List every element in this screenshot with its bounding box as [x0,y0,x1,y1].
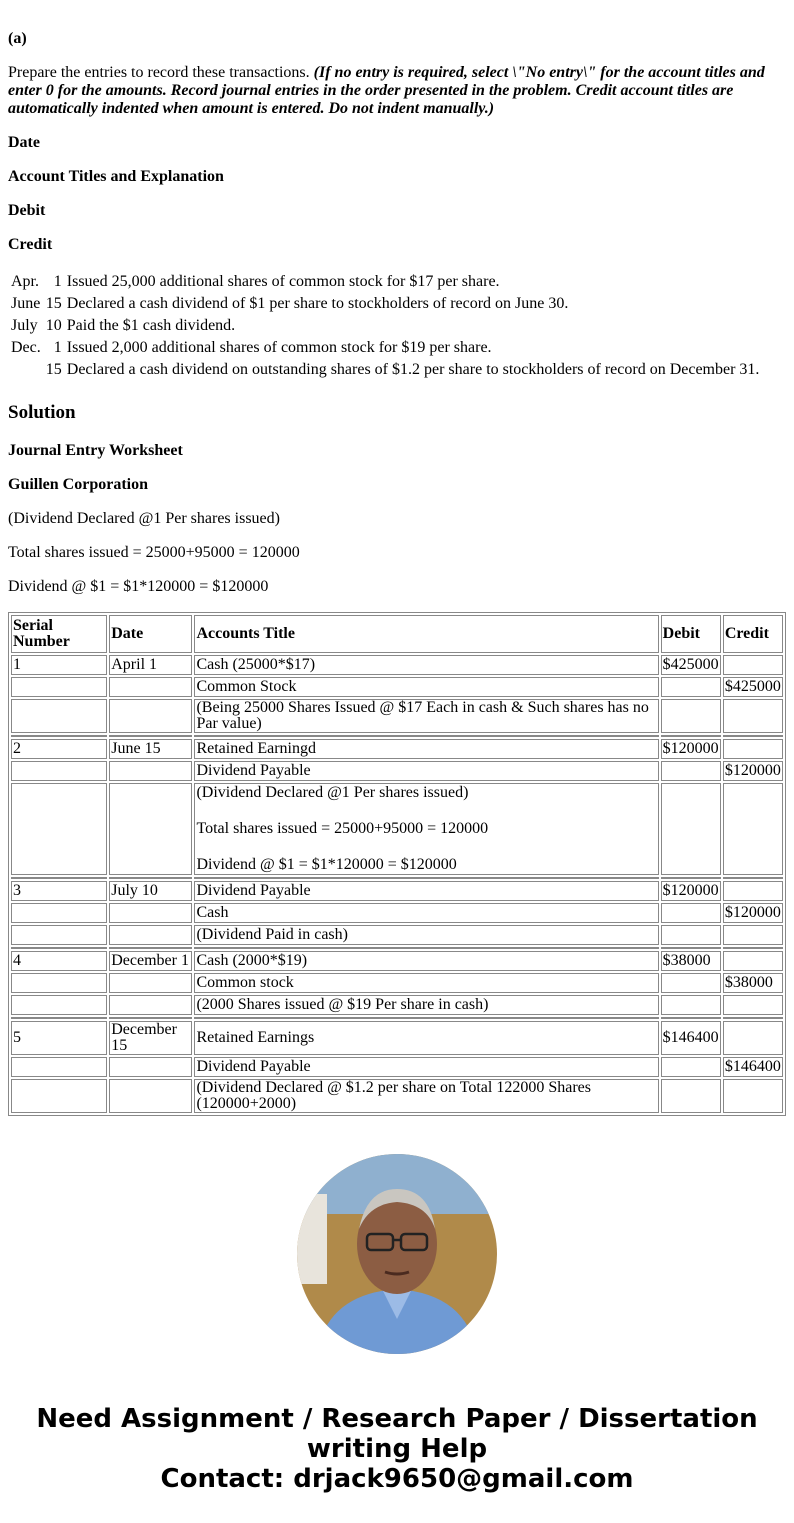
separator-cell [194,1017,658,1019]
credit-cell [723,783,783,875]
serial-cell [11,1057,107,1077]
date-cell [109,761,192,781]
serial-cell: 3 [11,881,107,901]
account-title-cell: (Dividend Declared @ $1.2 per share on Total 122000 Shares (120000+2000) [194,1079,658,1113]
column-label-date [8,134,786,152]
date-cell: April 1 [109,655,192,675]
debit-cell [661,973,721,993]
journal-row [11,1021,783,1055]
credit-cell [723,1079,783,1113]
header-credit: Credit [723,615,783,653]
instructions [8,64,786,118]
debit-cell: $425000 [661,655,721,675]
separator-cell [109,735,192,737]
credit-cell [723,881,783,901]
transaction-text: Paid the $1 cash dividend. [66,317,236,334]
separator-cell [661,1017,721,1019]
worksheet-title: Journal Entry Worksheet [8,442,183,459]
explanation-line: Total shares issued = 25000+95000 = 120000 [196,820,489,837]
separator-cell [109,1017,192,1019]
note: Dividend @ $1 = $1*120000 = $120000 [8,578,269,595]
journal-header-row [11,615,783,653]
date-cell: July 10 [109,881,192,901]
transaction-day: 15 [45,361,62,378]
company-name: Guillen Corporation [8,476,149,493]
account-title-cell: (2000 Shares issued @ $19 Per share in cash) [194,995,658,1015]
separator-cell [661,877,721,879]
credit-cell [723,655,783,675]
serial-cell: 5 [11,1021,107,1055]
account-title-cell: Dividend Payable [194,881,658,901]
journal-row [11,881,783,901]
instructions-plain: Prepare the entries to record these transactions. [8,64,314,81]
date-cell: December 15 [109,1021,192,1055]
transaction-month [10,360,43,380]
separator-cell [194,947,658,949]
transaction-row [10,316,760,336]
account-title-cell: Dividend Payable [194,1057,658,1077]
explanation-line: Dividend @ $1 = $1*120000 = $120000 [196,856,457,873]
separator-cell [723,947,783,949]
separator-cell [723,1017,783,1019]
part-label [8,30,786,48]
header-debit: Debit [661,615,721,653]
serial-cell [11,1079,107,1113]
date-cell [109,903,192,923]
transaction-month: Dec. [11,339,41,356]
transaction-row [10,338,760,358]
author-photo [297,1154,497,1354]
credit-cell [723,739,783,759]
explanation-line: (Dividend Declared @1 Per shares issued) [196,784,469,801]
date-cell [109,973,192,993]
separator-cell [11,947,107,949]
separator-cell [11,877,107,879]
serial-cell: 2 [11,739,107,759]
debit-cell [661,761,721,781]
transaction-text: Issued 25,000 additional shares of common stock for $17 per share. [66,273,500,290]
debit-cell: $120000 [661,881,721,901]
debit-cell [661,783,721,875]
separator-cell [661,735,721,737]
journal-row [11,739,783,759]
journal-row [11,655,783,675]
separator-cell [194,877,658,879]
date-cell [109,1057,192,1077]
label: Date [8,134,40,151]
account-title-cell: Cash [194,903,658,923]
transaction-day: 10 [45,317,62,334]
header-date: Date [109,615,192,653]
transaction-text: Declared a cash dividend of $1 per share to stockholders of record on June 30. [66,295,569,312]
debit-cell [661,699,721,733]
account-title-cell: Common Stock [194,677,658,697]
promo-footer [8,1404,786,1494]
credit-cell: $38000 [723,973,783,993]
date-cell [109,677,192,697]
separator-cell [723,735,783,737]
date-cell: June 15 [109,739,192,759]
portrait-image [297,1154,497,1354]
header-serial: Serial Number [11,615,107,653]
group-separator [11,947,783,949]
serial-cell [11,699,107,733]
separator-cell [194,735,658,737]
credit-cell [723,951,783,971]
credit-cell [723,1021,783,1055]
date-cell [109,995,192,1015]
journal-row [11,925,783,945]
date-cell [109,925,192,945]
serial-cell [11,995,107,1015]
journal-row [11,1057,783,1077]
header-title: Accounts Title [194,615,658,653]
separator-cell [11,1017,107,1019]
account-title-cell: Dividend Payable [194,761,658,781]
column-label-credit [8,236,786,254]
group-separator [11,877,783,879]
separator-cell [661,947,721,949]
date-cell [109,783,192,875]
column-label-debit [8,202,786,220]
account-title-cell: Retained Earningd [194,739,658,759]
solution-heading: Solution [8,402,76,423]
serial-cell: 1 [11,655,107,675]
credit-cell [723,995,783,1015]
separator-cell [109,947,192,949]
journal-table [8,612,786,1116]
transaction-day: 1 [53,339,62,356]
debit-cell: $38000 [661,951,721,971]
promo-line: Need Assignment / Research Paper / Dissertation writing Help [36,1404,758,1464]
transaction-row [10,272,760,292]
debit-cell [661,995,721,1015]
account-title-cell: (Dividend Paid in cash) [194,925,658,945]
debit-cell: $120000 [661,739,721,759]
label: Account Titles and Explanation [8,168,224,185]
account-title-cell: Retained Earnings [194,1021,658,1055]
debit-cell [661,925,721,945]
transaction-day: 15 [45,295,62,312]
serial-cell [11,677,107,697]
debit-cell [661,903,721,923]
label: Debit [8,202,46,219]
debit-cell: $146400 [661,1021,721,1055]
debit-cell [661,1057,721,1077]
journal-row [11,677,783,697]
credit-cell: $425000 [723,677,783,697]
column-label-account [8,168,786,186]
serial-cell [11,783,107,875]
serial-cell [11,925,107,945]
transaction-day: 1 [53,273,62,290]
transaction-row [10,360,760,380]
journal-row [11,995,783,1015]
debit-cell [661,1079,721,1113]
credit-cell [723,925,783,945]
transaction-row [10,294,760,314]
debit-cell [661,677,721,697]
journal-row [11,973,783,993]
account-title-cell: Common stock [194,973,658,993]
separator-cell [11,735,107,737]
credit-cell: $146400 [723,1057,783,1077]
transaction-month: Apr. [11,273,39,290]
account-title-cell [194,783,658,875]
journal-row [11,761,783,781]
part-label-text: (a) [8,30,27,47]
date-cell [109,699,192,733]
serial-cell [11,761,107,781]
date-cell [109,1079,192,1113]
credit-cell [723,699,783,733]
journal-row [11,1079,783,1113]
journal-row [11,699,783,733]
transaction-text: Issued 2,000 additional shares of common stock for $19 per share. [66,339,492,356]
instructions-emphasis: (If no entry is required, select \"No entry\" for the account titles and enter 0 for the amounts. Record journal entries in the order presented in the problem. Credit account titles are automatically indented when amount is entered. Do not indent manually.) [8,64,765,117]
journal-row [11,951,783,971]
transactions-table [8,270,762,382]
credit-cell: $120000 [723,761,783,781]
label: Credit [8,236,53,253]
separator-cell [109,877,192,879]
contact-line: Contact: drjack9650@gmail.com [160,1464,634,1494]
transaction-text: Declared a cash dividend on outstanding shares of $1.2 per share to stockholders of record on December 31. [66,361,760,378]
credit-cell: $120000 [723,903,783,923]
journal-row [11,903,783,923]
transaction-month: June [11,295,41,312]
group-separator [11,735,783,737]
journal-row [11,783,783,875]
date-cell: December 1 [109,951,192,971]
account-title-cell: Cash (25000*$17) [194,655,658,675]
account-title-cell: Cash (2000*$19) [194,951,658,971]
note: (Dividend Declared @1 Per shares issued) [8,510,280,527]
group-separator [11,1017,783,1019]
serial-cell: 4 [11,951,107,971]
transaction-month: July [11,317,38,334]
serial-cell [11,903,107,923]
serial-cell [11,973,107,993]
separator-cell [723,877,783,879]
account-title-cell: (Being 25000 Shares Issued @ $17 Each in cash & Such shares has no Par value) [194,699,658,733]
note: Total shares issued = 25000+95000 = 120000 [8,544,300,561]
